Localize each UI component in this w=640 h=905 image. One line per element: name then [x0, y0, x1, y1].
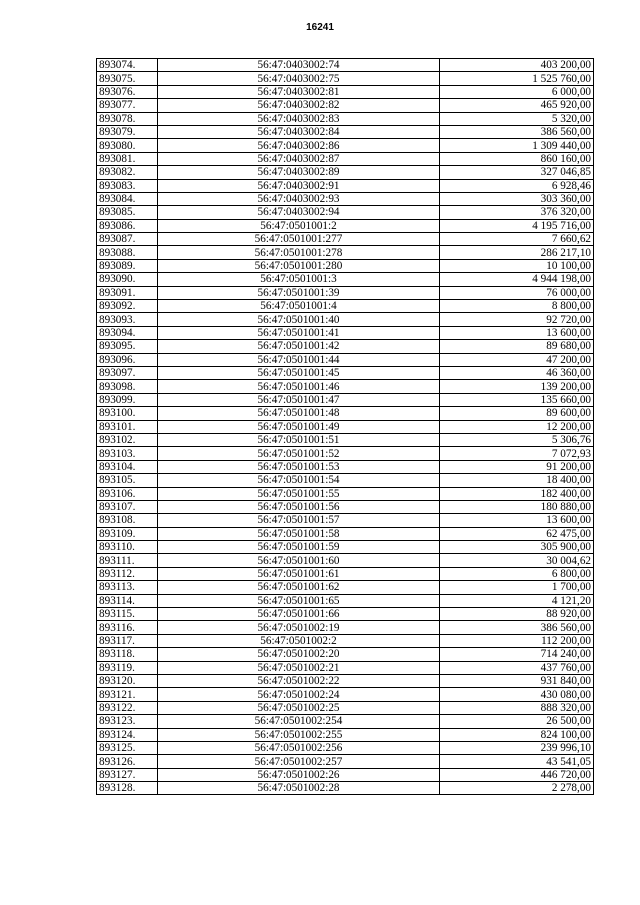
cadastral-value: 888 320,00	[440, 701, 594, 714]
row-number: 893078.	[97, 112, 158, 125]
cadastral-value: 13 600,00	[440, 326, 594, 339]
row-number: 893120.	[97, 674, 158, 687]
cadastral-value: 386 560,00	[440, 125, 594, 138]
table-row	[97, 768, 594, 781]
row-number: 893096.	[97, 353, 158, 366]
cadastral-value: 386 560,00	[440, 621, 594, 634]
table-row	[97, 313, 594, 326]
cadastral-value: 6 928,46	[440, 179, 594, 192]
cadastral-value: 112 200,00	[440, 634, 594, 647]
cadastral-value: 430 080,00	[440, 688, 594, 701]
table-row	[97, 474, 594, 487]
cadastral-value-table	[96, 58, 594, 795]
row-number: 893076.	[97, 85, 158, 98]
table-row	[97, 581, 594, 594]
cadastral-value: 180 880,00	[440, 500, 594, 513]
table-row	[97, 674, 594, 687]
table-row	[97, 741, 594, 754]
cadastral-number: 56:47:0501001:55	[158, 487, 440, 500]
row-number: 893086.	[97, 219, 158, 232]
table-row	[97, 340, 594, 353]
cadastral-number: 56:47:0501001:66	[158, 608, 440, 621]
table-row	[97, 621, 594, 634]
table-row	[97, 166, 594, 179]
cadastral-number: 56:47:0403002:84	[158, 125, 440, 138]
cadastral-value: 1 309 440,00	[440, 139, 594, 152]
cadastral-value: 30 004,62	[440, 554, 594, 567]
table-row	[97, 233, 594, 246]
row-number: 893085.	[97, 206, 158, 219]
row-number: 893118.	[97, 648, 158, 661]
row-number: 893098.	[97, 380, 158, 393]
cadastral-value: 5 320,00	[440, 112, 594, 125]
table-row	[97, 300, 594, 313]
table-row	[97, 460, 594, 473]
cadastral-value: 43 541,05	[440, 755, 594, 768]
row-number: 893101.	[97, 420, 158, 433]
row-number: 893113.	[97, 581, 158, 594]
cadastral-number: 56:47:0501002:21	[158, 661, 440, 674]
row-number: 893093.	[97, 313, 158, 326]
table-row	[97, 273, 594, 286]
row-number: 893103.	[97, 447, 158, 460]
cadastral-number: 56:47:0501001:52	[158, 447, 440, 460]
cadastral-number: 56:47:0501001:277	[158, 233, 440, 246]
table-row	[97, 500, 594, 513]
table-row	[97, 420, 594, 433]
cadastral-value: 303 360,00	[440, 192, 594, 205]
cadastral-number: 56:47:0501002:2	[158, 634, 440, 647]
cadastral-number: 56:47:0501001:61	[158, 567, 440, 580]
table-row	[97, 433, 594, 446]
cadastral-number: 56:47:0501002:20	[158, 648, 440, 661]
table-row	[97, 139, 594, 152]
page-number: 16241	[306, 22, 334, 33]
row-number: 893122.	[97, 701, 158, 714]
table-row	[97, 514, 594, 527]
cadastral-number: 56:47:0501001:3	[158, 273, 440, 286]
cadastral-number: 56:47:0501002:257	[158, 755, 440, 768]
cadastral-value: 4 195 716,00	[440, 219, 594, 232]
cadastral-value: 446 720,00	[440, 768, 594, 781]
table-row	[97, 554, 594, 567]
table-row	[97, 393, 594, 406]
table-row	[97, 152, 594, 165]
table-row	[97, 728, 594, 741]
cadastral-value: 91 200,00	[440, 460, 594, 473]
row-number: 893104.	[97, 460, 158, 473]
table-row	[97, 326, 594, 339]
row-number: 893091.	[97, 286, 158, 299]
row-number: 893102.	[97, 433, 158, 446]
row-number: 893084.	[97, 192, 158, 205]
cadastral-value: 1 700,00	[440, 581, 594, 594]
table-row	[97, 206, 594, 219]
cadastral-value: 139 200,00	[440, 380, 594, 393]
cadastral-number: 56:47:0501001:60	[158, 554, 440, 567]
row-number: 893082.	[97, 166, 158, 179]
cadastral-number: 56:47:0403002:93	[158, 192, 440, 205]
row-number: 893105.	[97, 474, 158, 487]
row-number: 893083.	[97, 179, 158, 192]
cadastral-value: 182 400,00	[440, 487, 594, 500]
cadastral-value: 26 500,00	[440, 715, 594, 728]
cadastral-value: 7 660,62	[440, 233, 594, 246]
cadastral-value: 10 100,00	[440, 259, 594, 272]
table-row	[97, 701, 594, 714]
row-number: 893121.	[97, 688, 158, 701]
cadastral-number: 56:47:0501001:44	[158, 353, 440, 366]
cadastral-number: 56:47:0501001:59	[158, 541, 440, 554]
table-row	[97, 688, 594, 701]
cadastral-value: 92 720,00	[440, 313, 594, 326]
row-number: 893080.	[97, 139, 158, 152]
row-number: 893125.	[97, 741, 158, 754]
cadastral-number: 56:47:0501001:48	[158, 407, 440, 420]
cadastral-value: 403 200,00	[440, 59, 594, 72]
cadastral-number: 56:47:0403002:89	[158, 166, 440, 179]
table-row	[97, 715, 594, 728]
cadastral-number: 56:47:0501001:278	[158, 246, 440, 259]
table-row	[97, 594, 594, 607]
row-number: 893109.	[97, 527, 158, 540]
cadastral-number: 56:47:0403002:82	[158, 99, 440, 112]
cadastral-number: 56:47:0403002:75	[158, 72, 440, 85]
cadastral-value: 89 600,00	[440, 407, 594, 420]
cadastral-value: 714 240,00	[440, 648, 594, 661]
table-row	[97, 246, 594, 259]
cadastral-number: 56:47:0403002:83	[158, 112, 440, 125]
cadastral-number: 56:47:0403002:94	[158, 206, 440, 219]
cadastral-number: 56:47:0501001:62	[158, 581, 440, 594]
cadastral-value: 1 525 760,00	[440, 72, 594, 85]
cadastral-value: 860 160,00	[440, 152, 594, 165]
cadastral-value: 437 760,00	[440, 661, 594, 674]
row-number: 893088.	[97, 246, 158, 259]
table-row	[97, 353, 594, 366]
cadastral-number: 56:47:0403002:87	[158, 152, 440, 165]
row-number: 893106.	[97, 487, 158, 500]
row-number: 893077.	[97, 99, 158, 112]
row-number: 893089.	[97, 259, 158, 272]
row-number: 893111.	[97, 554, 158, 567]
table-row	[97, 85, 594, 98]
cadastral-value: 88 920,00	[440, 608, 594, 621]
cadastral-number: 56:47:0501002:25	[158, 701, 440, 714]
cadastral-number: 56:47:0501002:254	[158, 715, 440, 728]
cadastral-value: 2 278,00	[440, 782, 594, 795]
row-number: 893126.	[97, 755, 158, 768]
cadastral-number: 56:47:0403002:81	[158, 85, 440, 98]
table-row	[97, 380, 594, 393]
table-row	[97, 99, 594, 112]
cadastral-number: 56:47:0501002:256	[158, 741, 440, 754]
cadastral-value: 305 900,00	[440, 541, 594, 554]
row-number: 893114.	[97, 594, 158, 607]
cadastral-value: 7 072,93	[440, 447, 594, 460]
cadastral-value: 89 680,00	[440, 340, 594, 353]
cadastral-value: 62 475,00	[440, 527, 594, 540]
row-number: 893107.	[97, 500, 158, 513]
row-number: 893108.	[97, 514, 158, 527]
cadastral-value: 824 100,00	[440, 728, 594, 741]
table-row	[97, 541, 594, 554]
cadastral-number: 56:47:0501001:53	[158, 460, 440, 473]
row-number: 893092.	[97, 300, 158, 313]
row-number: 893100.	[97, 407, 158, 420]
table-row	[97, 567, 594, 580]
row-number: 893116.	[97, 621, 158, 634]
cadastral-number: 56:47:0501001:56	[158, 500, 440, 513]
cadastral-number: 56:47:0403002:86	[158, 139, 440, 152]
cadastral-value: 6 800,00	[440, 567, 594, 580]
cadastral-value: 76 000,00	[440, 286, 594, 299]
table-row	[97, 366, 594, 379]
row-number: 893112.	[97, 567, 158, 580]
table-row	[97, 112, 594, 125]
cadastral-number: 56:47:0501001:280	[158, 259, 440, 272]
cadastral-value: 4 944 198,00	[440, 273, 594, 286]
cadastral-value: 13 600,00	[440, 514, 594, 527]
row-number: 893119.	[97, 661, 158, 674]
cadastral-number: 56:47:0501001:2	[158, 219, 440, 232]
cadastral-number: 56:47:0501002:19	[158, 621, 440, 634]
cadastral-number: 56:47:0501001:57	[158, 514, 440, 527]
cadastral-number: 56:47:0501001:58	[158, 527, 440, 540]
cadastral-number: 56:47:0501001:54	[158, 474, 440, 487]
row-number: 893099.	[97, 393, 158, 406]
row-number: 893127.	[97, 768, 158, 781]
table-row	[97, 634, 594, 647]
row-number: 893115.	[97, 608, 158, 621]
cadastral-value: 6 000,00	[440, 85, 594, 98]
cadastral-number: 56:47:0501001:42	[158, 340, 440, 353]
table-row	[97, 661, 594, 674]
cadastral-number: 56:47:0403002:91	[158, 179, 440, 192]
cadastral-number: 56:47:0501001:65	[158, 594, 440, 607]
row-number: 893128.	[97, 782, 158, 795]
table-row	[97, 286, 594, 299]
row-number: 893123.	[97, 715, 158, 728]
cadastral-value: 12 200,00	[440, 420, 594, 433]
row-number: 893087.	[97, 233, 158, 246]
cadastral-number: 56:47:0501001:51	[158, 433, 440, 446]
row-number: 893124.	[97, 728, 158, 741]
table-row	[97, 527, 594, 540]
table-row	[97, 447, 594, 460]
cadastral-value: 46 360,00	[440, 366, 594, 379]
row-number: 893074.	[97, 59, 158, 72]
row-number: 893097.	[97, 366, 158, 379]
row-number: 893079.	[97, 125, 158, 138]
cadastral-number: 56:47:0501001:47	[158, 393, 440, 406]
cadastral-number: 56:47:0501002:24	[158, 688, 440, 701]
row-number: 893095.	[97, 340, 158, 353]
table-row	[97, 755, 594, 768]
table-row	[97, 487, 594, 500]
row-number: 893110.	[97, 541, 158, 554]
cadastral-number: 56:47:0501001:49	[158, 420, 440, 433]
table-row	[97, 59, 594, 72]
row-number: 893090.	[97, 273, 158, 286]
table-row	[97, 648, 594, 661]
cadastral-number: 56:47:0501002:255	[158, 728, 440, 741]
row-number: 893075.	[97, 72, 158, 85]
table-row	[97, 259, 594, 272]
cadastral-number: 56:47:0501001:4	[158, 300, 440, 313]
cadastral-number: 56:47:0501001:46	[158, 380, 440, 393]
table-row	[97, 782, 594, 795]
cadastral-value: 5 306,76	[440, 433, 594, 446]
cadastral-value: 239 996,10	[440, 741, 594, 754]
cadastral-value: 931 840,00	[440, 674, 594, 687]
table-body	[97, 59, 594, 795]
row-number: 893117.	[97, 634, 158, 647]
cadastral-number: 56:47:0501002:28	[158, 782, 440, 795]
table-row	[97, 407, 594, 420]
cadastral-value: 4 121,20	[440, 594, 594, 607]
cadastral-value: 18 400,00	[440, 474, 594, 487]
cadastral-value: 465 920,00	[440, 99, 594, 112]
cadastral-number: 56:47:0403002:74	[158, 59, 440, 72]
cadastral-value: 327 046,85	[440, 166, 594, 179]
table-row	[97, 219, 594, 232]
cadastral-number: 56:47:0501002:22	[158, 674, 440, 687]
cadastral-number: 56:47:0501001:39	[158, 286, 440, 299]
cadastral-value: 47 200,00	[440, 353, 594, 366]
cadastral-value: 8 800,00	[440, 300, 594, 313]
row-number: 893081.	[97, 152, 158, 165]
table-row	[97, 608, 594, 621]
cadastral-value: 286 217,10	[440, 246, 594, 259]
row-number: 893094.	[97, 326, 158, 339]
table-row	[97, 72, 594, 85]
cadastral-value: 376 320,00	[440, 206, 594, 219]
cadastral-number: 56:47:0501001:45	[158, 366, 440, 379]
table-row	[97, 192, 594, 205]
table-row	[97, 125, 594, 138]
cadastral-number: 56:47:0501001:41	[158, 326, 440, 339]
cadastral-number: 56:47:0501002:26	[158, 768, 440, 781]
table-row	[97, 179, 594, 192]
cadastral-value: 135 660,00	[440, 393, 594, 406]
cadastral-number: 56:47:0501001:40	[158, 313, 440, 326]
